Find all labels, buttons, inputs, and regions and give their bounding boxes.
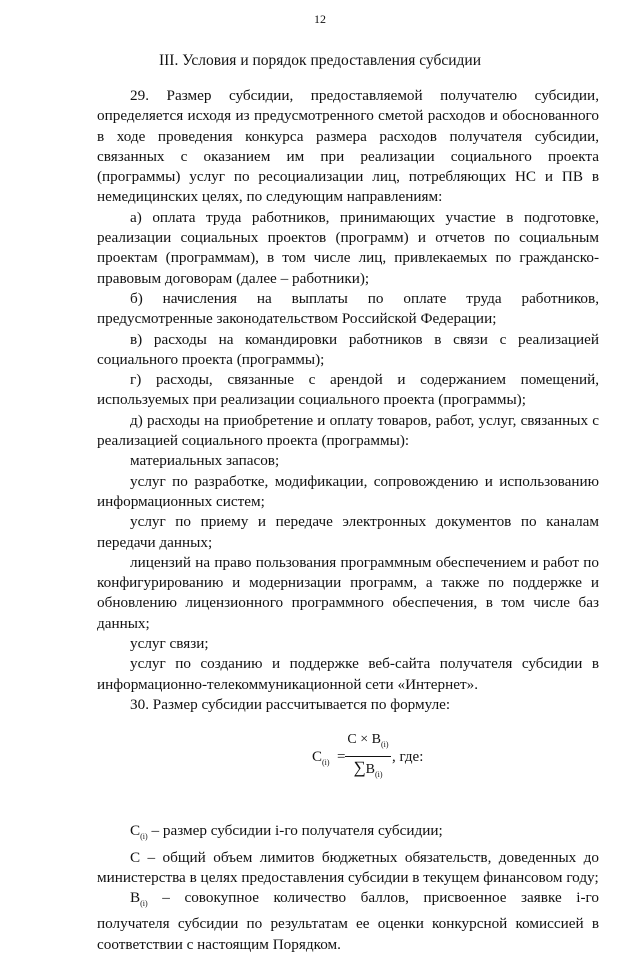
- definition-bi: $В_{(i)}$ – совокупное количество баллов, присвоенное заявке i-го получателя субсидии по результатам ее оценки конкурсной комиссией в соответствии с настоящим Порядком.: [97, 889, 599, 953]
- formula-where: , где:: [392, 749, 424, 766]
- subitem-materials: материальных запасов;: [130, 452, 280, 470]
- subitem-info-systems: услуг по разработке, модификации, сопровождению и использованию информационных систем;: [97, 472, 599, 510]
- subitem-website: услуг по созданию и поддержке веб-сайта получателя субсидии в информационно-телекоммуникационной сети «Интернет».: [97, 655, 599, 693]
- definition-ci: $С_{(i)}$ – размер субсидии i-го получателя субсидии;: [130, 822, 443, 842]
- item-d: д) расходы на приобретение и оплату товаров, работ, услуг, связанных с реализацией социального проекта (программы):: [97, 411, 599, 450]
- item-b: б) начисления на выплаты по оплате труда работников, предусмотренные законодательством Российской Федерации;: [97, 289, 599, 328]
- section-title: III. Условия и порядок предоставления субсидии: [158, 52, 481, 69]
- item-v: в) расходы на командировки работников в связи с реализацией социального проекта (программы);: [97, 330, 599, 368]
- formula-fraction: [345, 730, 391, 785]
- item-g: г) расходы, связанные с арендой и содержанием помещений, используемых при реализации социального проекта (программы);: [97, 371, 599, 409]
- subsidy-formula: [97, 725, 599, 793]
- page-number: 12: [314, 12, 326, 26]
- formula-denominator: $\sum В_{(i)}$: [353, 758, 383, 780]
- item-a: а) оплата труда работников, принимающих участие в подготовке, реализации социальных проектов (программ) и отчетов по социальным проектам (программам), в том числе лиц, привлекаемых по гражданско-правовым договорам (далее – работники);: [97, 208, 599, 287]
- document-body: [97, 86, 599, 955]
- formula-lhs: $С_{(i)}$: [312, 749, 330, 768]
- subitem-communications: услуг связи;: [130, 635, 209, 653]
- definition-c: С – общий объем лимитов бюджетных обязательств, доведенных до министерства в целях предоставления субсидии в текущем финансовом году;: [97, 848, 599, 886]
- formula-equals: =: [337, 749, 346, 766]
- paragraph-30: 30. Размер субсидии рассчитывается по формуле:: [130, 695, 451, 713]
- subitem-licenses: лицензий на право пользования программным обеспечением и работ по конфигурированию и модернизации программ, а также по поддержке и обновлению лицензионного программного обеспечения, в том числе баз данных;: [97, 553, 599, 632]
- formula-numerator: $С \times В_{(i)}$: [345, 730, 391, 757]
- subitem-electronic-docs: услуг по приему и передаче электронных документов по каналам передачи данных;: [97, 513, 599, 551]
- paragraph-29: 29. Размер субсидии, предоставляемой получателю субсидии, определяется исходя из предусмотренного сметой расходов и обоснованного в ходе проведения конкурса размера расходов получателя субсидии, связанных с оказанием им при реализации социального проекта (программы) услуг по ресоциализации лиц, потребляющих НС и ПВ в немедицинских целях, по следующим направлениям:: [97, 87, 599, 206]
